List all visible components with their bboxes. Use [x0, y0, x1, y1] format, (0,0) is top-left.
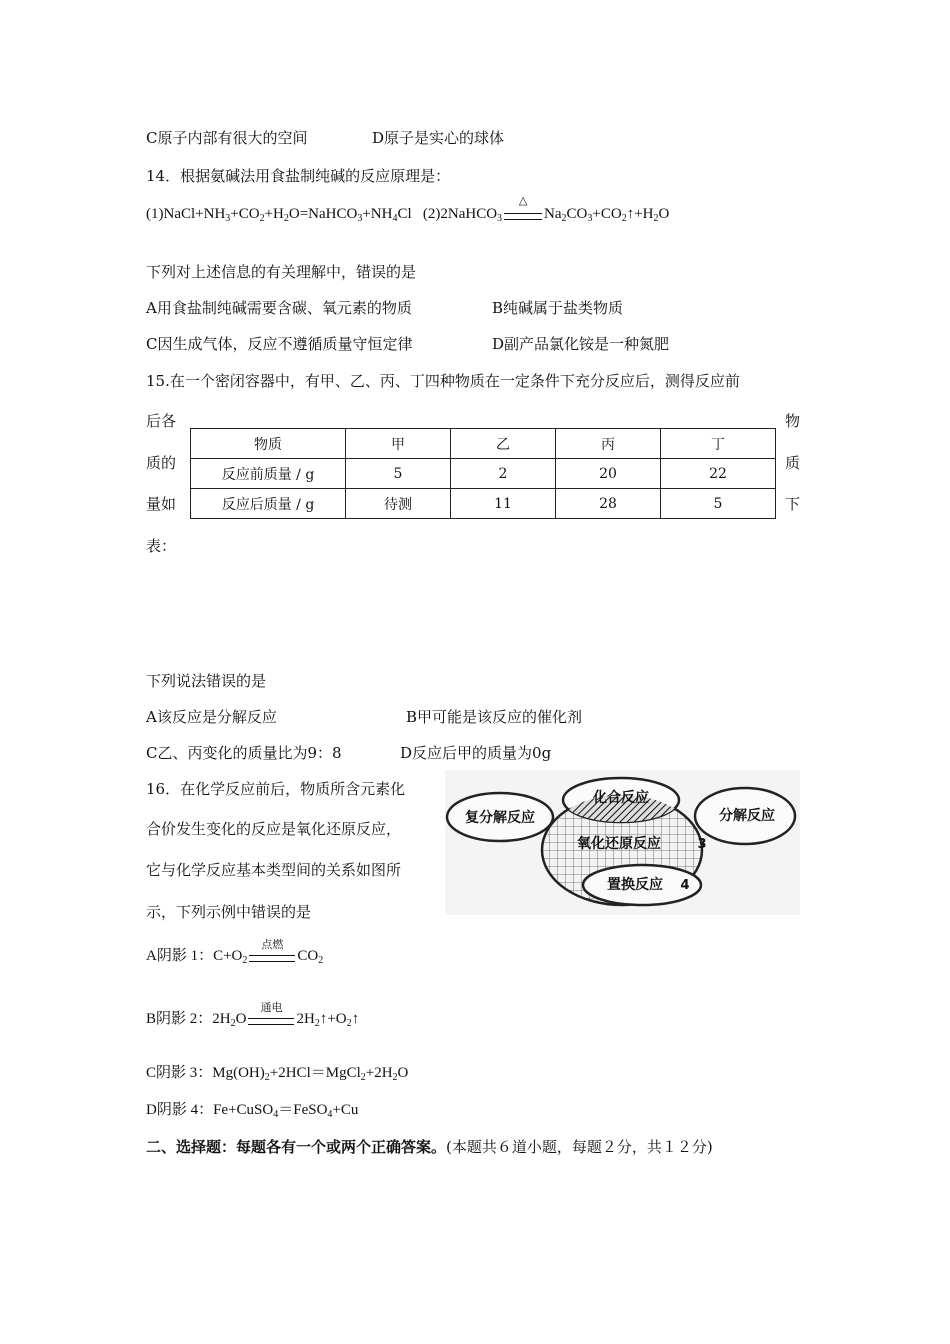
q15-option-d: D反应后甲的质量为0g — [400, 744, 552, 762]
section-2-title: 二、选择题：每题各有一个或两个正确答案。 — [146, 1138, 447, 1156]
q13-option-c: C原子内部有很大的空间 — [146, 129, 308, 147]
table-cell: 反应后质量 / g — [191, 489, 346, 519]
q15-option-c: C乙、丙变化的质量比为9：8 — [146, 744, 342, 762]
q16-stem-line: 示，下列示例中错误的是 — [146, 903, 312, 921]
label-shadow-4: 4 — [680, 878, 690, 893]
q15-question: 下列说法错误的是 — [146, 672, 267, 690]
table-cell: 待测 — [346, 489, 451, 519]
q15-option-b: B甲可能是该反应的催化剂 — [406, 708, 583, 726]
q14-option-a: A用食盐制纯碱需要含碳、氧元素的物质 — [146, 299, 412, 317]
section-2-heading — [146, 1136, 713, 1157]
table-header-cell: 丁 — [661, 429, 776, 459]
table-cell: 22 — [661, 459, 776, 489]
q14-question: 下列对上述信息的有关理解中，错误的是 — [146, 263, 417, 281]
table-cell: 28 — [556, 489, 661, 519]
q15-right-word: 质 — [785, 454, 801, 472]
table-row — [191, 459, 776, 489]
table-cell: 反应前质量 / g — [191, 459, 346, 489]
q16-option-c: C阴影 3：$Mg(OH)_2+2HCl=MgCl_2+2H_2O$ — [146, 1065, 409, 1083]
q15-left-word: 表： — [146, 537, 177, 555]
table-cell: 11 — [451, 489, 556, 519]
table-cell: 5 — [346, 459, 451, 489]
label-shadow-3: 3 — [697, 837, 707, 852]
table-header-row — [191, 429, 776, 459]
section-2-note: (本题共６道小题，每题２分，共１２分) — [446, 1138, 713, 1156]
q16-option-d: D阴影 4：Fe+CuSO$_4$＝FeSO$_4$+Cu — [146, 1102, 359, 1120]
q15-right-word: 下 — [785, 495, 801, 513]
q15-right-word: 物 — [785, 412, 801, 430]
mass-table — [190, 428, 776, 519]
q16-stem-line: 合价发生变化的反应是氧化还原反应， — [146, 820, 402, 838]
q14-stem: 14．根据氨碱法用食盐制纯碱的反应原理是： — [146, 167, 451, 185]
q15-left-word: 后各 — [146, 412, 177, 430]
q14-option-b: B纯碱属于盐类物质 — [492, 299, 624, 317]
q16-stem-line: 16．在化学反应前后，物质所含元素化 — [146, 780, 406, 798]
table-cell: 2 — [451, 459, 556, 489]
q16-option-a: A阴影 1：$C+O_2$ 点燃 $CO_2$ — [146, 939, 324, 966]
table-cell: 5 — [661, 489, 776, 519]
q15-stem: 15.在一个密闭容器中，有甲、乙、丙、丁四种物质在一定条件下充分反应后，测得反应前 — [146, 372, 740, 390]
electrolysis-condition-sign: 通电 — [248, 1011, 294, 1025]
table-header-cell: 乙 — [451, 429, 556, 459]
label-displacement: 置换反应 — [607, 877, 663, 893]
reaction-venn-diagram — [445, 770, 800, 915]
q14-equation-1: $(1)NaCl+NH_3+CO_2+H_2O=NaHCO_3+NH_4Cl$ — [146, 206, 412, 224]
table-header-cell: 丙 — [556, 429, 661, 459]
q16-option-b: B阴影 2：$2H_2O$ 通电 $2H_2↑+O_2↑$ — [146, 1002, 360, 1029]
q14-equation-2: (2)2NaHCO$_3$ △ $Na_2CO_3+CO_2↑+H_2O$ — [422, 195, 670, 224]
label-decomposition: 分解反应 — [719, 808, 775, 824]
table-cell: 20 — [556, 459, 661, 489]
q14-equations — [146, 195, 670, 224]
q15-left-word: 质的 — [146, 454, 177, 472]
q13-option-d: D原子是实心的球体 — [372, 129, 505, 147]
q14-option-c: C因生成气体，反应不遵循质量守恒定律 — [146, 335, 413, 353]
table-header-cell: 甲 — [346, 429, 451, 459]
heat-condition-sign: △ — [504, 206, 542, 220]
q15-left-word: 量如 — [146, 495, 177, 513]
q16-stem-line: 它与化学反应基本类型间的关系如图所 — [146, 861, 402, 879]
label-redox: 氧化还原反应 — [577, 836, 661, 852]
label-double-decomposition: 复分解反应 — [465, 810, 535, 826]
q15-option-a: A该反应是分解反应 — [146, 708, 277, 726]
ignite-condition-sign: 点燃 — [249, 948, 295, 962]
table-row — [191, 489, 776, 519]
q14-option-d: D副产品氯化铵是一种氮肥 — [492, 335, 670, 353]
table-header-cell: 物质 — [191, 429, 346, 459]
label-combination: 化合反应 — [593, 790, 649, 806]
